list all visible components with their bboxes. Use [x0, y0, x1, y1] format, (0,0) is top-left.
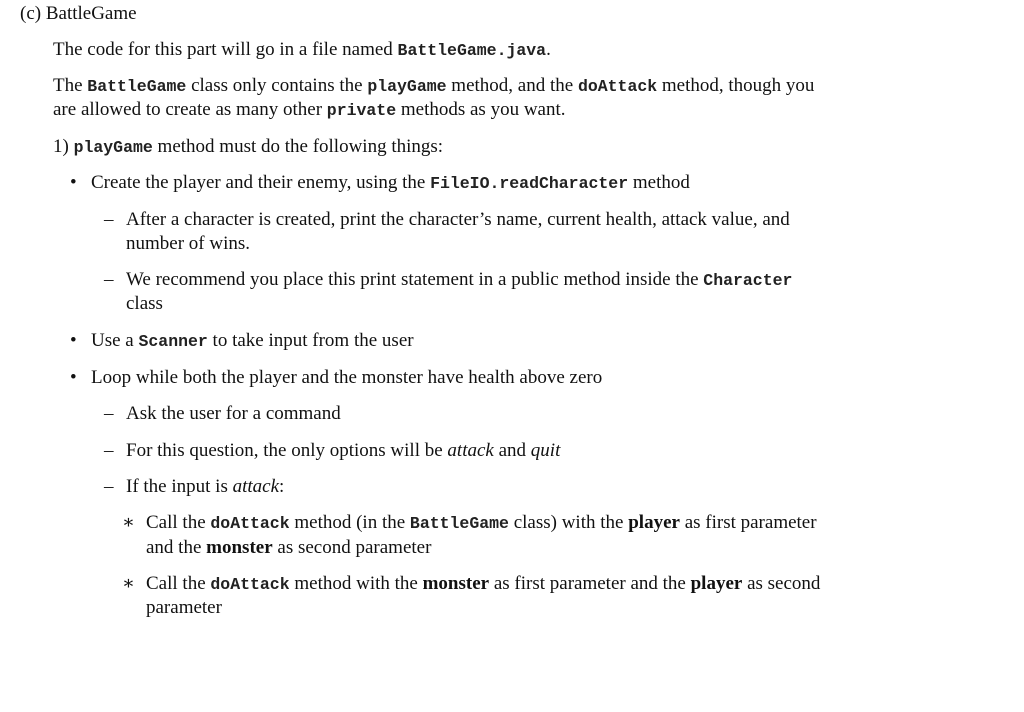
bullet-icon: • — [70, 330, 77, 351]
bullet-icon: • — [70, 172, 77, 193]
text-segment: parameter — [146, 597, 222, 618]
text-line — [53, 75, 814, 98]
text-line — [146, 512, 817, 535]
text-segment: and — [493, 440, 531, 461]
text-segment: : — [279, 476, 285, 497]
text-line — [126, 233, 250, 255]
text-segment: class only contains the — [186, 75, 368, 96]
text-line — [126, 209, 790, 231]
text-line — [126, 403, 341, 425]
text-segment: as first parameter — [679, 512, 817, 533]
code-text: doAttack — [210, 514, 290, 533]
text-line — [53, 136, 443, 159]
text-line — [126, 440, 560, 462]
text-segment: method, though you — [657, 75, 815, 96]
code-text: playGame — [73, 138, 153, 157]
text-segment: . — [546, 39, 551, 60]
code-text: BattleGame — [409, 514, 509, 533]
text-segment: are allowed to create as many other — [53, 99, 327, 120]
code-text: FileIO.readCharacter — [430, 174, 629, 193]
text-segment: Ask the user for a command — [126, 403, 341, 424]
text-segment: method — [628, 172, 690, 193]
text-segment: attack — [447, 440, 494, 461]
code-text: playGame — [367, 77, 447, 96]
text-line — [126, 476, 284, 498]
text-segment: class) with the — [508, 512, 629, 533]
text-segment: player — [690, 573, 743, 594]
text-line — [91, 172, 690, 195]
code-text: BattleGame.java — [397, 41, 547, 60]
dash-icon: – — [104, 440, 114, 461]
text-line — [126, 293, 163, 315]
text-segment: The — [53, 75, 88, 96]
text-segment: method must do the following things: — [152, 136, 444, 157]
text-segment: Create the player and their enemy, using the — [91, 172, 431, 193]
text-segment: The code for this part will go in a file named — [53, 39, 398, 60]
dash-icon: – — [104, 403, 114, 424]
text-segment: monster — [206, 537, 273, 558]
asterisk-icon: ∗ — [122, 573, 135, 594]
text-segment: Loop while both the player and the monster have health above zero — [91, 367, 603, 388]
text-segment: as second — [742, 573, 821, 594]
text-segment: method, and the — [446, 75, 578, 96]
text-line — [146, 537, 431, 559]
text-segment: method with the — [289, 573, 423, 594]
text-segment: attack — [232, 476, 280, 497]
text-segment: 1) — [53, 136, 74, 157]
bullet-icon: • — [70, 367, 77, 388]
text-line — [146, 597, 222, 619]
text-segment: After a character is created, print the character’s name, current health, attack value, and — [126, 209, 790, 230]
text-segment: as first parameter and the — [489, 573, 691, 594]
dash-icon: – — [104, 476, 114, 497]
code-text: BattleGame — [87, 77, 187, 96]
text-segment: Call the — [146, 573, 211, 594]
text-segment: Use a — [91, 330, 139, 351]
text-segment: If the input is — [126, 476, 233, 497]
text-line — [53, 99, 566, 122]
text-segment: Call the — [146, 512, 211, 533]
code-text: Scanner — [138, 332, 208, 351]
text-segment: monster — [422, 573, 490, 594]
code-text: doAttack — [577, 77, 658, 96]
code-text: doAttack — [210, 575, 290, 594]
text-segment: We recommend you place this print statement in a public method inside the — [126, 269, 704, 290]
text-segment: quit — [530, 440, 561, 461]
text-line — [91, 367, 602, 389]
dash-icon: – — [104, 269, 114, 290]
text-segment: class — [126, 293, 163, 314]
text-segment: to take input from the user — [207, 330, 414, 351]
text-line — [53, 39, 551, 62]
text-line — [146, 573, 820, 596]
text-line — [126, 269, 792, 292]
text-segment: player — [628, 512, 680, 533]
code-text: Character — [703, 271, 793, 290]
text-segment: as second parameter — [272, 537, 432, 558]
text-segment: number of wins. — [126, 233, 251, 254]
section-heading: (c) BattleGame — [20, 3, 137, 24]
text-segment: and the — [146, 537, 207, 558]
text-segment: method (in the — [289, 512, 410, 533]
text-line — [91, 330, 414, 353]
asterisk-icon: ∗ — [122, 512, 135, 533]
code-text: private — [326, 101, 397, 120]
text-segment: methods as you want. — [396, 99, 566, 120]
text-segment: For this question, the only options will be — [126, 440, 448, 461]
dash-icon: – — [104, 209, 114, 230]
